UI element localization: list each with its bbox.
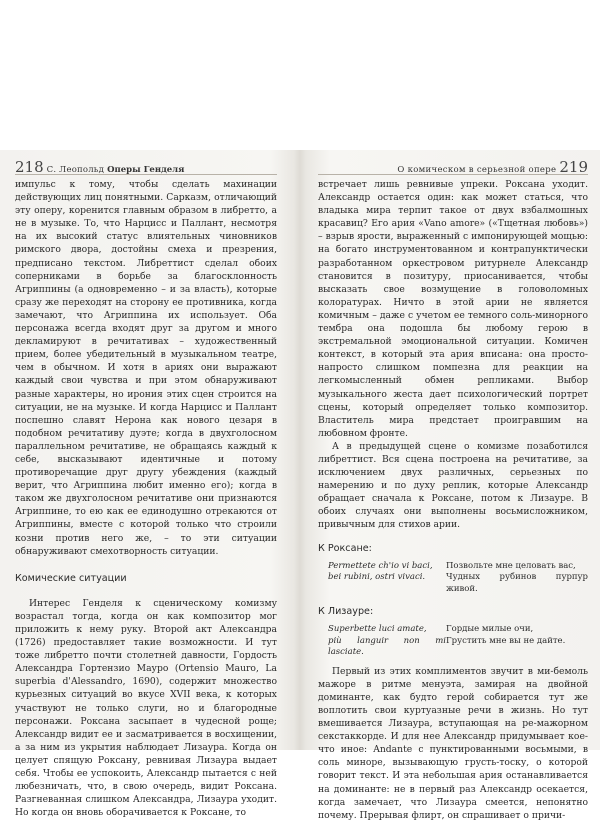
running-head-book-title: Оперы Генделя: [107, 165, 185, 175]
right-page-body: [318, 178, 588, 822]
paragraph: А в предыдущей сцене о комизме позаботился либреттист. Вся сцена построена на речитативе, за исключением двух различных, серьезных по намерению и по духу реплик, которые Александр обращает сначала к Роксане, потом к Лизауре. В обоих случаях они выполнены восьмисложником, привычным для стихов арии.: [318, 440, 588, 531]
verse-line: più languir non mi lasciate.: [328, 635, 446, 658]
subheading-comic-situations: Комические ситуации: [15, 572, 127, 584]
verse-line: Permettete ch'io vi baci,: [328, 560, 433, 571]
verse-line: bei rubini, ostri vivaci.: [328, 572, 426, 583]
verse-line: Superbette luci amate,: [328, 624, 427, 635]
running-head-section: О комическом в серьезной опере: [397, 165, 557, 175]
verse-line: Позвольте мне целовать вас,: [446, 560, 576, 571]
paragraph: Первый из этих комплиментов звучит в ми-бемоль мажоре в ритме менуэта, замирая на двойной доминанте, как будто герой собирается тут же воплотить свои куртуазные речи в жизнь. Но тут вмешивается Лизаура, вступающая на ре-мажорном секстаккорде. И для нее Александр придумывает кое-что иное: Andante с пунктированными восьмыми, в соль миноре, вызывающую грусть-тоску, о которой говорит текст. И эта небольшая ария останавливается на доминанте: не в первый раз Александр осекается, когда замечает, что Лизаура смеется, непонятно почему. Прерывая флирт, он спрашивает о причи-: [318, 665, 588, 821]
verse-line: Гордые милые очи,: [446, 624, 534, 635]
running-head-author: С. Леопольд: [46, 165, 105, 175]
italian-lines: [318, 624, 446, 659]
russian-lines: [446, 624, 588, 659]
left-page-number: 218: [15, 158, 44, 176]
paragraph: импульс к тому, чтобы сделать махинации действующих лиц понятными. Сарказм, отличающий эту оперу, коренится главным образом в либретто, а не в музыке. То, что Нарцисс и Паллант, несмотря на их высокий статус влиятельных чиновников римского двора, достойны смеха и презрения, предписано текстом. Либреттист сделал обоих соперниками в борьбе за благосклонность Агриппины (а одновременно – и за власть), которые сразу же переходят на сторону ее противника, когда замечают, что Агриппина их использует. Оба персонажа всегда входят друг за другом и много декламируют в речитативах – художественный прием, более убедительный в музыкальном театре, чем в обычном. И хотя в ариях они выражают каждый свои чувства и при этом обнаруживают разные характеры, но ирония этих сцен строится на ситуации, не на музыке. И когда Нарцисс и Паллант поспешно славят Нерона как нового цезаря в подобном речитативу дуэте; когда в двухголосном параллельном речитативе, не обращаясь каждый к себе, высказывают идентичные и потому противоречащие друг другу убеждения (каждый верит, что Агриппина любит именно его); когда в таком же двухголосном речитативе они признаются Агриппине, то ею как ее единодушно отрекаются от Агриппины, вместе с которой только что строили козни против него же, – то эти ситуации обнаруживают смехотворность ситуации.: [15, 179, 277, 557]
verse-line: Грустить мне вы не дайте.: [446, 635, 566, 646]
verse-block-lisaura: [318, 624, 588, 659]
right-page-header: [318, 158, 588, 175]
right-page-number: 219: [559, 158, 588, 176]
verse-heading-lisaura: К Лизауре:: [318, 606, 374, 618]
verse-line: Чудных рубинов пурпур живой.: [446, 572, 588, 594]
left-page-body: [15, 178, 277, 819]
paragraph: Интерес Генделя к сценическому комизму возрастал тогда, когда он как композитор мог приложить к нему руку. Второй акт Александра (1726) предоставляет такие возможности. И тут тоже либретто почти столетней давности, Гордость Александра Гортензио Мауро (Ortensio Mauro, La superbia d'Alessandro, 1690), содержит множество курьезных ситуаций во вкусе XVII века, к которых участвуют не только слуги, но и благородные персонажи. Роксана засыпает в чудесной роще; Александр видит ее и засматривается в восхищении, а за ним из укрытия наблюдает Лизаура. Когда он целует спящую Роксану, ревнивая Лизаура выдает себя. Чтобы ее успокоить, Александр пытается с ней любезничать, что, в свою очередь, видит Роксана. Разгневанная слишком Александра, Лизаура уходит. Но когда он вновь оборачивается к Роксане, то: [15, 597, 277, 819]
left-page-header: [15, 158, 277, 175]
verse-block-roxana: [318, 561, 588, 596]
verse-heading-roxana: К Роксане:: [318, 542, 372, 554]
paragraph: встречает лишь ревнивые упреки. Роксана уходит. Александр остается один: как может статься, что владыка мира терпит такое от двух взбалмошных красавиц? Его ария «Vano amore» («Тщетная любовь») – взрыв ярости, выраженный с импонирующей мощью: на богато инструментованном и контрапунктически разработанном оркестровом ритурнеле Александр становится в позитуру, приосанивается, чтобы высказать свое возмущение в головоломных колоратурах. Ничто в этой арии не является комичным – даже с учетом ее темного соль-минорного тембра она подошла бы любому герою в экстремальной эмоциональной ситуации. Комичен контекст, в который эта ария вписана: она просто-напросто слишком помпезна для реакции на легкомысленный обмен репликами. Выбор музыкального жеста дает психологический портрет сцены, который определяет только композитор. Властитель мира предстает проигравшим на любовном фронте.: [318, 179, 588, 439]
russian-lines: [446, 561, 588, 596]
italian-lines: [318, 561, 446, 596]
